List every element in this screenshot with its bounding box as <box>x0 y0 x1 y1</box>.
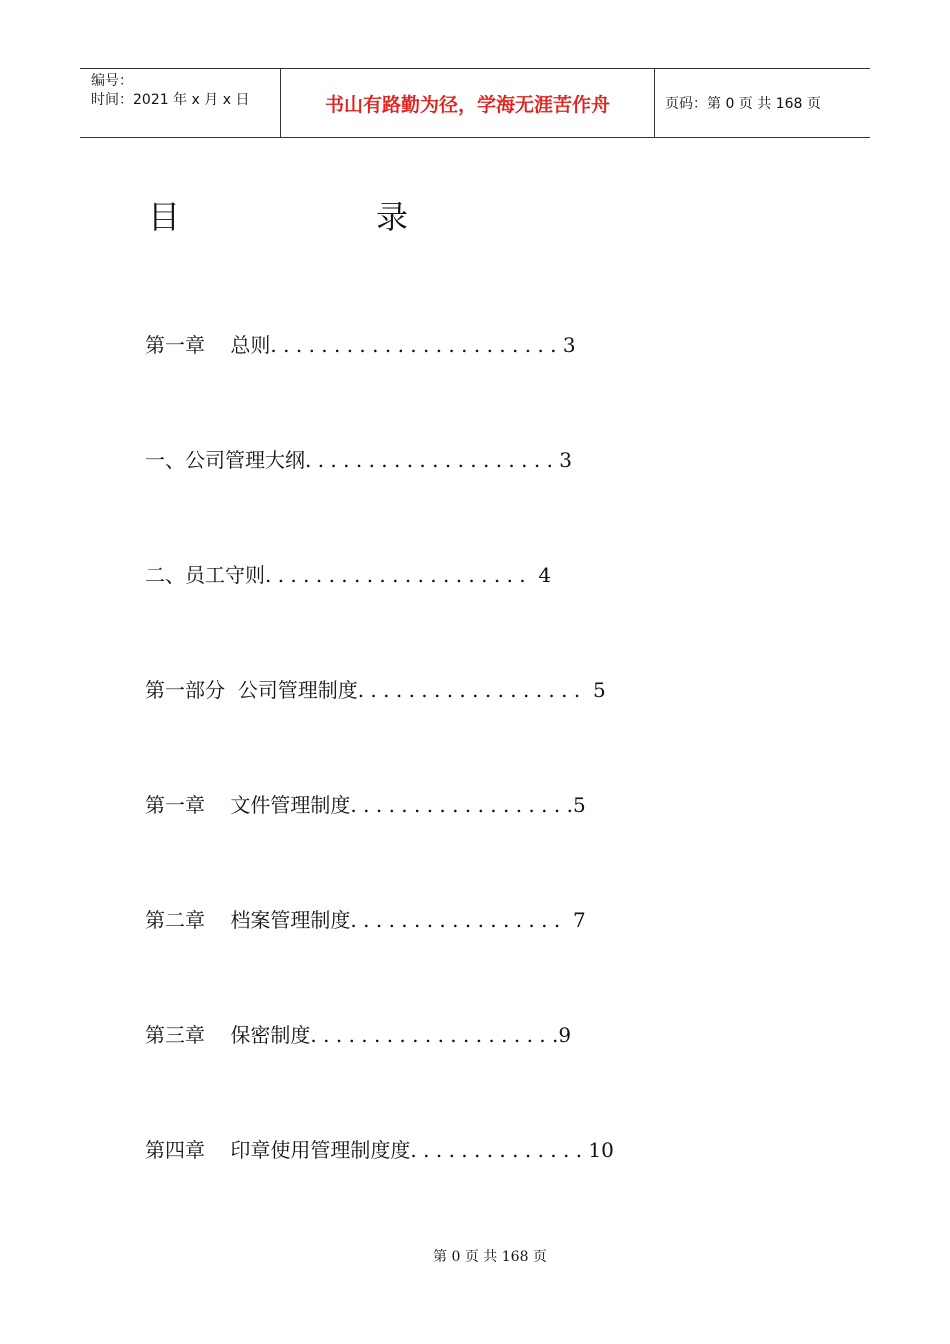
toc-entry[interactable]: 第四章 印章使用管理制度度. . . . . . . . . . . . . . 10 <box>145 1138 614 1162</box>
toc-title <box>148 192 408 238</box>
toc-entry[interactable]: 第二章 档案管理制度. . . . . . . . . . . . . . . . . 7 <box>145 908 586 932</box>
toc-entry[interactable]: 第一部分 公司管理制度. . . . . . . . . . . . . . . . . . 5 <box>145 678 606 702</box>
header-number-label: 编号： <box>91 73 133 89</box>
toc-entry[interactable]: 第一章 文件管理制度. . . . . . . . . . . . . . . . . .5 <box>145 793 586 817</box>
header-page-info: 页码：第 0 页 共 168 页 <box>665 96 821 112</box>
header-motto: 书山有路勤为径，学海无涯苦作舟 <box>324 93 610 116</box>
header-meta-cell <box>80 69 281 137</box>
header-page-cell <box>655 69 870 137</box>
toc-entry[interactable]: 第三章 保密制度. . . . . . . . . . . . . . . . . . . .9 <box>145 1023 572 1047</box>
toc-title-char-1: 目 <box>148 198 181 236</box>
header-time-label: 时间：2021 年 x 月 x 日 <box>91 92 250 108</box>
page-footer: 第 0 页 共 168 页 <box>433 1249 547 1265</box>
toc-entry[interactable]: 二、员工守则. . . . . . . . . . . . . . . . . . . . . 4 <box>145 563 552 587</box>
header-motto-cell <box>281 69 655 137</box>
toc-entry[interactable]: 第一章 总则. . . . . . . . . . . . . . . . . . . . . . . 3 <box>145 333 576 357</box>
toc-title-char-2: 录 <box>375 198 408 236</box>
document-header <box>80 68 870 138</box>
toc-entry[interactable]: 一、公司管理大纲. . . . . . . . . . . . . . . . . . . . 3 <box>145 448 573 472</box>
